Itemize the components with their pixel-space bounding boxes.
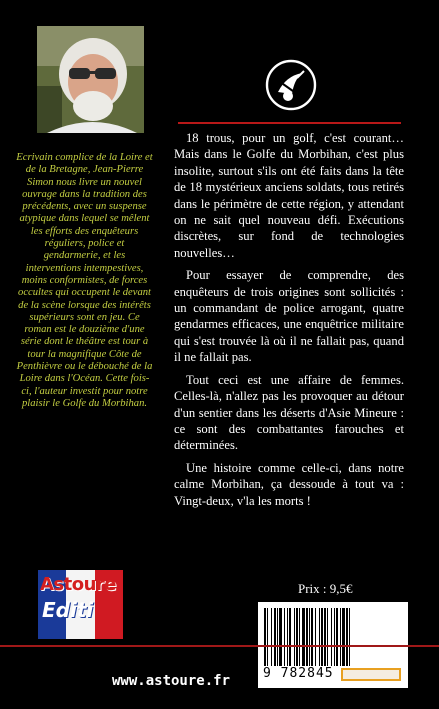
barcode-bar <box>309 608 310 666</box>
blurb-paragraph: Une histoire comme celle-ci, dans notre calme Morbihan, ça dessoude à tout va : Vingt-deux, v'la les morts ! <box>174 460 404 508</box>
barcode-bar <box>342 608 345 666</box>
barcode-bar <box>321 608 323 666</box>
barcode-bar <box>334 608 335 666</box>
series-logo-icon <box>264 58 318 112</box>
barcode-bar <box>277 608 278 666</box>
bottom-divider <box>0 645 439 647</box>
barcode-bar <box>336 608 338 666</box>
barcode-bar <box>315 608 316 666</box>
author-bio: Ecrivain complice de la Loire et de la Bretagne, Jean-Pierre Simon nous livre un nouvel ouvrage dans la tradition des précédents, avec un suspense atypique dans lequel se mêlent les efforts des enquêteurs réguliers, police et gendarmerie, et les interventions intempestives, moins conformistes, de forces occultes qui occupent le devant de la scène lorsque des intérêts supérieurs sont en jeu. Ce roman est le douzième d'une série dont le théâtre est tour à tour la magnifique Côte de Penthièvre ou le débouché de la Loire dans l'Océan. Cette fois-ci, l'auteur investit pour notre plaisir le Golfe du Morbihan. <box>16 152 153 409</box>
website-link[interactable]: www.astoure.fr <box>112 673 231 689</box>
barcode-bar <box>306 608 308 666</box>
barcode-bar <box>319 608 320 666</box>
barcode-bar <box>302 608 305 666</box>
author-photo <box>37 26 144 133</box>
barcode-bar <box>311 608 313 666</box>
barcode-bar <box>287 608 288 666</box>
top-divider <box>178 122 401 124</box>
barcode-number: 9 782845 <box>263 666 334 681</box>
price: Prix : 9,5€ <box>298 581 353 596</box>
barcode-bar <box>296 608 298 666</box>
barcode-sticker <box>341 668 401 681</box>
blurb <box>174 130 404 515</box>
barcode-bar <box>331 608 332 666</box>
barcode-bar <box>264 608 266 666</box>
barcode-bars <box>262 608 404 666</box>
publisher-logo <box>38 570 123 639</box>
barcode-bar <box>327 608 328 666</box>
barcode-bar <box>267 608 268 666</box>
barcode-bar <box>340 608 341 666</box>
blurb-paragraph: Pour essayer de comprendre, des enquêteurs de trois origines sont sollicités : un commandant de police arrogant, quatre gendarmes efficaces, une enquêtrice militaire qui s'est trouvée là où il ne fallait pas, quand il ne fallait pas. <box>174 268 404 365</box>
blurb-paragraph: 18 trous, pour un golf, c'est courant… Mais dans le Golfe du Morbihan, c'est plus insolite, surtout s'ils ont été faits dans la tête de 18 mystérieux anciens soldats, tous retirés dans le périmètre de cette région, y attendant on ne sait quel nouveau défi. Exécutions discrètes, sur fond de technologies nouvelles… <box>174 131 404 260</box>
barcode-bar <box>346 608 348 666</box>
barcode-bar <box>299 608 300 666</box>
blurb-paragraph: Tout ceci est une affaire de femmes. Celles-là, n'allez pas les provoquer au détour d'un sentier dans les déserts d'Asie Mineure : ce sont des combattantes farouches et déterminées. <box>174 372 404 453</box>
publisher-name-line2: Editi <box>42 598 94 622</box>
barcode-bar <box>284 608 285 666</box>
barcode-bar <box>324 608 326 666</box>
barcode-bar <box>279 608 282 666</box>
barcode-bar <box>274 608 276 666</box>
barcode-bar <box>289 608 291 666</box>
publisher-name-line1: Astoure <box>40 574 117 595</box>
barcode-bar <box>294 608 295 666</box>
barcode-bar <box>349 608 350 666</box>
barcode-bar <box>271 608 272 666</box>
